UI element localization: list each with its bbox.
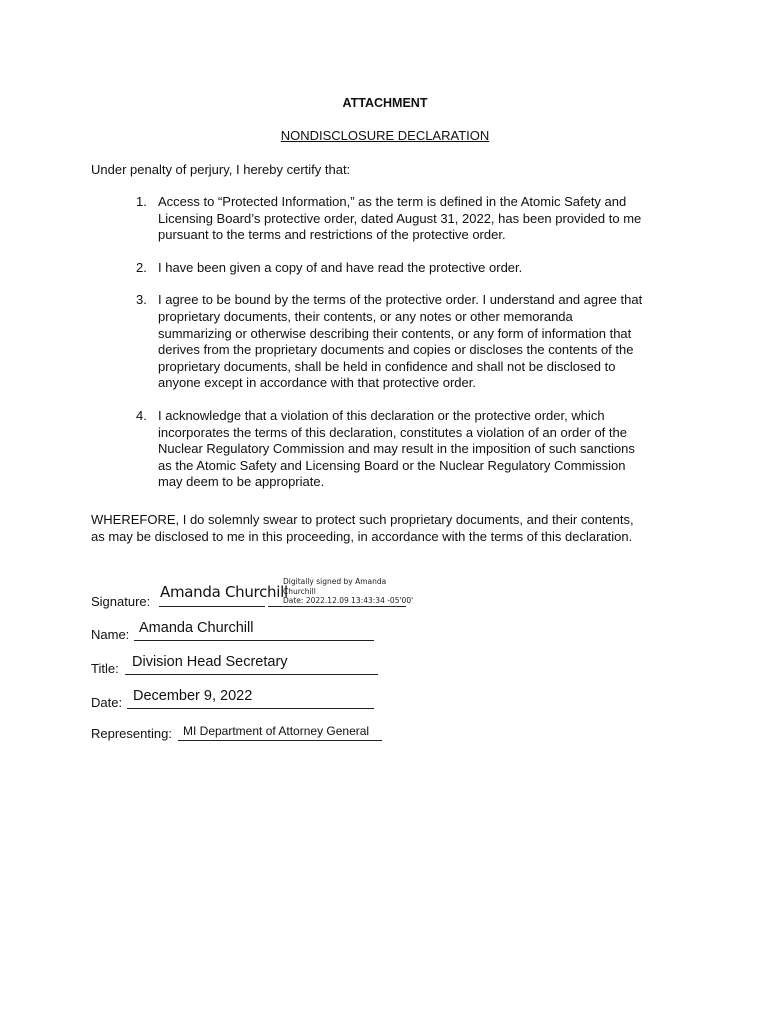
signature-meta-line: Date: 2022.12.09 13:43:34 -05'00' [283, 596, 414, 605]
signature-line [159, 606, 265, 607]
wherefore-line: as may be disclosed to me in this proceeding, in accordance with the terms of this declaration. [91, 528, 633, 544]
item-line: incorporates the terms of this declaration, constitutes a violation of an order of the [158, 424, 627, 440]
title-line [125, 674, 378, 675]
item-text [158, 260, 696, 277]
list-item [136, 260, 696, 277]
item-number: 1. [136, 194, 147, 209]
signature-meta-line: Churchill [283, 586, 316, 596]
wherefore-line: WHEREFORE, I do solemnly swear to protect such proprietary documents, and their contents, [91, 512, 634, 527]
date-line [127, 708, 374, 709]
item-line: Nuclear Regulatory Commission and may result in the imposition of such sanctions [158, 441, 635, 457]
item-line: I acknowledge that a violation of this declaration or the protective order, which [158, 407, 605, 423]
document-title: ATTACHMENT [342, 96, 428, 110]
item-line: Licensing Board’s protective order, dated August 31, 2022, has been provided to me [158, 210, 642, 226]
title-field[interactable]: Division Head Secretary [132, 654, 288, 670]
name-line [134, 640, 374, 641]
list-item [136, 408, 696, 491]
signature-meta-line: Digitally signed by Amanda [283, 577, 387, 586]
list-item [136, 292, 696, 392]
date-field[interactable]: December 9, 2022 [133, 688, 253, 704]
signature-line-right [268, 606, 406, 607]
item-line: derives from the proprietary documents and copies or discloses the contents of the [158, 342, 634, 358]
item-text [158, 292, 696, 392]
item-line: anyone except in accordance with that protective order. [158, 375, 476, 391]
title-label: Title: [91, 661, 119, 676]
subtitle-text: NONDISCLOSURE DECLARATION [280, 128, 490, 143]
list-item [136, 194, 696, 244]
item-number: 3. [136, 292, 147, 308]
wherefore-paragraph [91, 512, 634, 545]
item-number: 2. [136, 259, 147, 275]
name-field[interactable]: Amanda Churchill [139, 620, 254, 636]
item-line: proprietary documents, shall be held in confidence and shall not be disclosed to [158, 358, 616, 374]
document-subtitle [0, 128, 770, 143]
declaration-list [136, 194, 696, 507]
date-label: Date: [91, 695, 123, 710]
digital-signature-info [283, 577, 413, 606]
item-number: 4. [136, 407, 147, 423]
representing-field[interactable]: MI Department of Attorney General [183, 724, 370, 738]
item-line: I have been given a copy of and have read the protective order. [158, 259, 523, 275]
item-line: I agree to be bound by the terms of the protective order. I understand and agree that [158, 292, 643, 308]
representing-label: Representing: [91, 726, 172, 741]
item-line: as the Atomic Safety and Licensing Board or the Nuclear Regulatory Commission [158, 457, 626, 473]
item-line: may deem to be appropriate. [158, 474, 325, 490]
signature-name[interactable]: Amanda Churchill [160, 583, 288, 601]
item-line: summarizing or otherwise describing their contents, or any form of information that [158, 325, 632, 341]
name-label: Name: [91, 627, 130, 642]
intro-text: Under penalty of perjury, I hereby certify that: [91, 162, 351, 177]
signature-label: Signature: [91, 594, 151, 609]
item-text [158, 408, 696, 491]
representing-line [178, 740, 382, 741]
item-line: Access to “Protected Information,” as the term is defined in the Atomic Safety and [158, 194, 627, 209]
item-line: proprietary documents, their contents, or any notes or other memoranda [158, 308, 573, 324]
item-text [158, 194, 696, 244]
item-line: pursuant to the terms and restrictions of the protective order. [158, 227, 506, 243]
